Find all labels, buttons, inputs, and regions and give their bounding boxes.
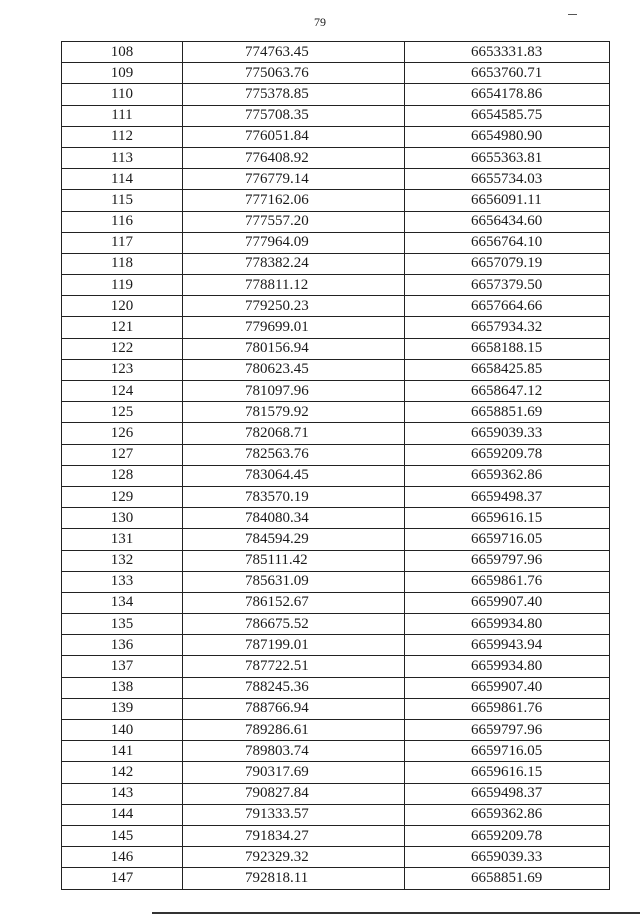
x-coordinate-cell: 783064.45 [183, 465, 405, 486]
x-coordinate-cell: 792818.11 [183, 868, 405, 889]
y-coordinate-cell: 6659209.78 [405, 825, 610, 846]
point-number-cell: 146 [62, 847, 183, 868]
table-row [62, 253, 610, 274]
point-number-cell: 114 [62, 169, 183, 190]
y-coordinate-cell: 6654585.75 [405, 105, 610, 126]
table-row [62, 868, 610, 889]
point-number-cell: 126 [62, 423, 183, 444]
table-row [62, 211, 610, 232]
x-coordinate-cell: 779699.01 [183, 317, 405, 338]
x-coordinate-cell: 776051.84 [183, 126, 405, 147]
table-row [62, 42, 610, 63]
y-coordinate-cell: 6659716.05 [405, 529, 610, 550]
x-coordinate-cell: 782563.76 [183, 444, 405, 465]
page-number: 79 [314, 15, 326, 29]
y-coordinate-cell: 6659616.15 [405, 508, 610, 529]
y-coordinate-cell: 6659616.15 [405, 762, 610, 783]
table-row [62, 741, 610, 762]
point-number-cell: 138 [62, 677, 183, 698]
point-number-cell: 131 [62, 529, 183, 550]
point-number-cell: 123 [62, 359, 183, 380]
point-number-cell: 108 [62, 42, 183, 63]
bottom-rule [152, 912, 640, 914]
point-number-cell: 125 [62, 402, 183, 423]
y-coordinate-cell: 6658647.12 [405, 381, 610, 402]
x-coordinate-cell: 784080.34 [183, 508, 405, 529]
point-number-cell: 136 [62, 635, 183, 656]
x-coordinate-cell: 783570.19 [183, 486, 405, 507]
y-coordinate-cell: 6657379.50 [405, 275, 610, 296]
y-coordinate-cell: 6659934.80 [405, 656, 610, 677]
point-number-cell: 122 [62, 338, 183, 359]
table-row [62, 84, 610, 105]
x-coordinate-cell: 781097.96 [183, 381, 405, 402]
point-number-cell: 115 [62, 190, 183, 211]
point-number-cell: 141 [62, 741, 183, 762]
point-number-cell: 113 [62, 147, 183, 168]
table-row [62, 486, 610, 507]
y-coordinate-cell: 6659943.94 [405, 635, 610, 656]
y-coordinate-cell: 6655734.03 [405, 169, 610, 190]
table-row [62, 677, 610, 698]
point-number-cell: 137 [62, 656, 183, 677]
table-row [62, 359, 610, 380]
x-coordinate-cell: 789286.61 [183, 720, 405, 741]
point-number-cell: 112 [62, 126, 183, 147]
point-number-cell: 109 [62, 63, 183, 84]
y-coordinate-cell: 6653760.71 [405, 63, 610, 84]
x-coordinate-cell: 776779.14 [183, 169, 405, 190]
x-coordinate-cell: 790827.84 [183, 783, 405, 804]
x-coordinate-cell: 789803.74 [183, 741, 405, 762]
x-coordinate-cell: 784594.29 [183, 529, 405, 550]
y-coordinate-cell: 6659209.78 [405, 444, 610, 465]
x-coordinate-cell: 786152.67 [183, 592, 405, 613]
point-number-cell: 119 [62, 275, 183, 296]
x-coordinate-cell: 782068.71 [183, 423, 405, 444]
point-number-cell: 118 [62, 253, 183, 274]
point-number-cell: 143 [62, 783, 183, 804]
y-coordinate-cell: 6659039.33 [405, 847, 610, 868]
y-coordinate-cell: 6658188.15 [405, 338, 610, 359]
point-number-cell: 140 [62, 720, 183, 741]
table-row [62, 656, 610, 677]
x-coordinate-cell: 780623.45 [183, 359, 405, 380]
y-coordinate-cell: 6658851.69 [405, 402, 610, 423]
table-row [62, 465, 610, 486]
table-row [62, 402, 610, 423]
x-coordinate-cell: 775063.76 [183, 63, 405, 84]
point-number-cell: 133 [62, 571, 183, 592]
table-row [62, 635, 610, 656]
coordinate-table-body [62, 42, 610, 890]
x-coordinate-cell: 774763.45 [183, 42, 405, 63]
y-coordinate-cell: 6656091.11 [405, 190, 610, 211]
x-coordinate-cell: 780156.94 [183, 338, 405, 359]
y-coordinate-cell: 6659362.86 [405, 804, 610, 825]
x-coordinate-cell: 777162.06 [183, 190, 405, 211]
table-row [62, 847, 610, 868]
table-row [62, 529, 610, 550]
y-coordinate-cell: 6656764.10 [405, 232, 610, 253]
x-coordinate-cell: 787199.01 [183, 635, 405, 656]
y-coordinate-cell: 6658851.69 [405, 868, 610, 889]
coordinate-table [61, 41, 610, 890]
point-number-cell: 145 [62, 825, 183, 846]
table-row [62, 804, 610, 825]
table-row [62, 762, 610, 783]
y-coordinate-cell: 6659716.05 [405, 741, 610, 762]
x-coordinate-cell: 775378.85 [183, 84, 405, 105]
y-coordinate-cell: 6657664.66 [405, 296, 610, 317]
y-coordinate-cell: 6659861.76 [405, 698, 610, 719]
point-number-cell: 134 [62, 592, 183, 613]
table-row [62, 614, 610, 635]
table-row [62, 169, 610, 190]
x-coordinate-cell: 786675.52 [183, 614, 405, 635]
table-row [62, 423, 610, 444]
point-number-cell: 147 [62, 868, 183, 889]
table-row [62, 126, 610, 147]
table-row [62, 275, 610, 296]
point-number-cell: 129 [62, 486, 183, 507]
x-coordinate-cell: 790317.69 [183, 762, 405, 783]
x-coordinate-cell: 791834.27 [183, 825, 405, 846]
point-number-cell: 116 [62, 211, 183, 232]
x-coordinate-cell: 777557.20 [183, 211, 405, 232]
table-row [62, 592, 610, 613]
x-coordinate-cell: 788245.36 [183, 677, 405, 698]
y-coordinate-cell: 6655363.81 [405, 147, 610, 168]
point-number-cell: 121 [62, 317, 183, 338]
table-row [62, 232, 610, 253]
x-coordinate-cell: 775708.35 [183, 105, 405, 126]
table-row [62, 296, 610, 317]
x-coordinate-cell: 792329.32 [183, 847, 405, 868]
point-number-cell: 117 [62, 232, 183, 253]
y-coordinate-cell: 6658425.85 [405, 359, 610, 380]
x-coordinate-cell: 777964.09 [183, 232, 405, 253]
y-coordinate-cell: 6654178.86 [405, 84, 610, 105]
table-row [62, 317, 610, 338]
x-coordinate-cell: 788766.94 [183, 698, 405, 719]
y-coordinate-cell: 6659797.96 [405, 720, 610, 741]
point-number-cell: 130 [62, 508, 183, 529]
x-coordinate-cell: 776408.92 [183, 147, 405, 168]
point-number-cell: 120 [62, 296, 183, 317]
point-number-cell: 135 [62, 614, 183, 635]
y-coordinate-cell: 6657934.32 [405, 317, 610, 338]
y-coordinate-cell: 6654980.90 [405, 126, 610, 147]
x-coordinate-cell: 778811.12 [183, 275, 405, 296]
x-coordinate-cell: 791333.57 [183, 804, 405, 825]
x-coordinate-cell: 781579.92 [183, 402, 405, 423]
table-row [62, 338, 610, 359]
y-coordinate-cell: 6659797.96 [405, 550, 610, 571]
point-number-cell: 124 [62, 381, 183, 402]
table-row [62, 825, 610, 846]
table-row [62, 698, 610, 719]
table-row [62, 550, 610, 571]
table-row [62, 63, 610, 84]
table-row [62, 381, 610, 402]
y-coordinate-cell: 6659907.40 [405, 592, 610, 613]
x-coordinate-cell: 779250.23 [183, 296, 405, 317]
y-coordinate-cell: 6659934.80 [405, 614, 610, 635]
x-coordinate-cell: 785631.09 [183, 571, 405, 592]
table-row [62, 105, 610, 126]
point-number-cell: 111 [62, 105, 183, 126]
table-row [62, 783, 610, 804]
y-coordinate-cell: 6659039.33 [405, 423, 610, 444]
y-coordinate-cell: 6659498.37 [405, 486, 610, 507]
x-coordinate-cell: 787722.51 [183, 656, 405, 677]
corner-mark [568, 14, 577, 15]
point-number-cell: 127 [62, 444, 183, 465]
table-row [62, 190, 610, 211]
y-coordinate-cell: 6653331.83 [405, 42, 610, 63]
point-number-cell: 132 [62, 550, 183, 571]
table-row [62, 720, 610, 741]
table-row [62, 508, 610, 529]
point-number-cell: 144 [62, 804, 183, 825]
y-coordinate-cell: 6659907.40 [405, 677, 610, 698]
point-number-cell: 139 [62, 698, 183, 719]
table-row [62, 147, 610, 168]
x-coordinate-cell: 778382.24 [183, 253, 405, 274]
y-coordinate-cell: 6659861.76 [405, 571, 610, 592]
table-row [62, 444, 610, 465]
x-coordinate-cell: 785111.42 [183, 550, 405, 571]
y-coordinate-cell: 6659498.37 [405, 783, 610, 804]
table-row [62, 571, 610, 592]
point-number-cell: 110 [62, 84, 183, 105]
point-number-cell: 142 [62, 762, 183, 783]
y-coordinate-cell: 6656434.60 [405, 211, 610, 232]
point-number-cell: 128 [62, 465, 183, 486]
y-coordinate-cell: 6659362.86 [405, 465, 610, 486]
y-coordinate-cell: 6657079.19 [405, 253, 610, 274]
